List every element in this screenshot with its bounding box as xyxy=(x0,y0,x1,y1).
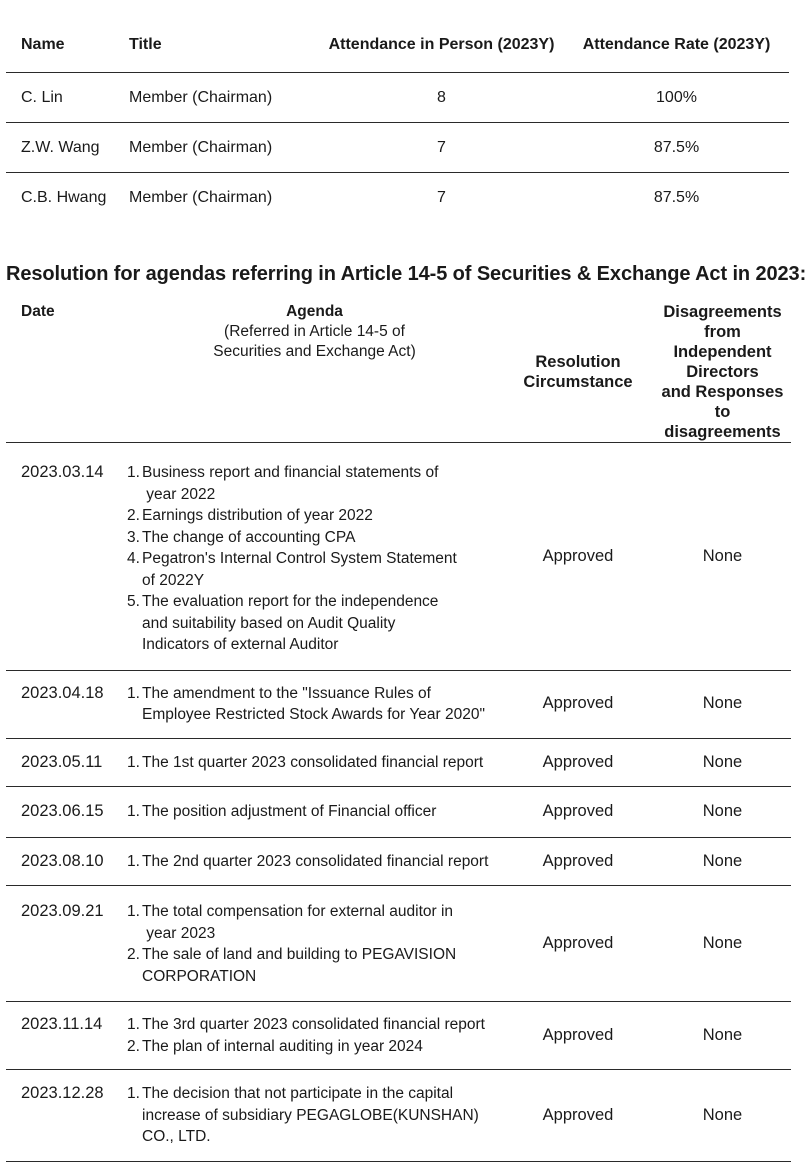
disagreement-response: None xyxy=(702,694,743,713)
agenda-item-line: The 2nd quarter 2023 consolidated financial report xyxy=(142,852,489,870)
agenda-item-line: of 2022Y xyxy=(142,571,205,589)
resolution-status: Approved xyxy=(542,802,614,820)
meeting-date: 2023.06.15 xyxy=(21,802,104,820)
meeting-date: 2023.04.18 xyxy=(21,683,104,702)
agenda-item-number: 2. xyxy=(127,1037,140,1055)
agenda-item-text xyxy=(142,901,502,944)
agenda-item xyxy=(127,505,502,527)
agenda-item-line: The 3rd quarter 2023 consolidated financial report xyxy=(142,1016,485,1033)
agenda-item-number: 5. xyxy=(127,593,140,610)
agenda-list xyxy=(127,1014,502,1057)
agenda-item xyxy=(127,851,502,873)
agenda-list xyxy=(127,752,502,774)
agenda-item-line: CO., LTD. xyxy=(142,1128,211,1145)
disagreement-response: None xyxy=(702,546,743,565)
resolution-row xyxy=(6,1070,791,1162)
agenda-item-number: 1. xyxy=(127,1016,140,1033)
agenda-item-number: 2. xyxy=(127,507,140,524)
header-title: Title xyxy=(129,36,162,53)
header-attendance-rate: Attendance Rate (2023Y) xyxy=(582,36,771,53)
header-disagreements-line-4: disagreements xyxy=(664,423,781,441)
agenda-item-text xyxy=(142,1083,502,1148)
resolution-row xyxy=(6,738,791,787)
attendance-rate: 100% xyxy=(656,88,697,106)
disagreement-response: None xyxy=(702,1025,743,1044)
attendance-row xyxy=(6,173,789,223)
header-agenda xyxy=(127,302,502,443)
agenda-item xyxy=(127,1014,502,1036)
agenda-cell xyxy=(127,1002,502,1070)
resolution-row xyxy=(6,886,791,1002)
member-title: Member (Chairman) xyxy=(129,88,273,106)
header-resolution xyxy=(502,302,654,443)
agenda-item-number: 4. xyxy=(127,550,140,567)
attendance-table xyxy=(6,18,789,222)
agenda-item-number: 2. xyxy=(127,946,140,963)
header-resolution-line-1: Resolution xyxy=(535,353,621,371)
agenda-item-line: Employee Restricted Stock Awards for Year 2020" xyxy=(142,706,485,723)
disagreement-response: None xyxy=(702,933,743,952)
agenda-item-line: The sale of land and building to PEGAVISION xyxy=(142,946,457,963)
attendance-row xyxy=(6,73,789,123)
agenda-item xyxy=(127,591,502,656)
resolutions-table xyxy=(6,302,791,1162)
agenda-list xyxy=(127,683,502,726)
agenda-item xyxy=(127,683,502,726)
meeting-date: 2023.11.14 xyxy=(21,1015,103,1033)
member-name: C. Lin xyxy=(21,88,63,106)
agenda-cell xyxy=(127,443,502,671)
agenda-item-number: 1. xyxy=(127,753,140,771)
agenda-item xyxy=(127,527,502,549)
attendance-rate: 87.5% xyxy=(653,188,700,206)
agenda-item xyxy=(127,1083,502,1148)
agenda-item-number: 1. xyxy=(127,464,140,481)
agenda-cell xyxy=(127,670,502,738)
agenda-item-number: 1. xyxy=(127,803,140,820)
agenda-item xyxy=(127,901,502,944)
resolutions-body xyxy=(6,443,791,1162)
agenda-item-line: The evaluation report for the independence xyxy=(142,593,439,610)
header-date: Date xyxy=(21,303,55,320)
member-name: Z.W. Wang xyxy=(21,138,100,156)
header-agenda-subtitle-2: Securities and Exchange Act) xyxy=(213,343,416,360)
agenda-item xyxy=(127,462,502,505)
resolutions-header-row xyxy=(6,302,791,443)
agenda-item-text xyxy=(142,527,502,549)
header-disagreements-line-2: Independent Directors xyxy=(673,343,772,381)
agenda-item-line: Pegatron's Internal Control System Statement xyxy=(142,550,457,567)
meeting-date: 2023.03.14 xyxy=(21,463,104,481)
disagreement-response: None xyxy=(702,802,743,820)
resolution-row xyxy=(6,1002,791,1070)
agenda-cell xyxy=(127,837,502,886)
agenda-item xyxy=(127,1036,502,1058)
section-title: Resolution for agendas referring in Article 14-5 of Securities & Exchange Act in 2023: xyxy=(6,263,807,285)
agenda-item-line: and suitability based on Audit Quality xyxy=(142,614,396,632)
resolution-status: Approved xyxy=(542,752,614,771)
agenda-item-line: The amendment to the "Issuance Rules of xyxy=(142,684,431,702)
agenda-item-text xyxy=(142,683,502,726)
meeting-date: 2023.12.28 xyxy=(21,1084,104,1102)
agenda-item-line: The 1st quarter 2023 consolidated financial report xyxy=(142,753,484,771)
header-disagreements-line-1: Disagreements from xyxy=(663,303,782,341)
attendance-count: 7 xyxy=(437,188,446,206)
resolution-row xyxy=(6,837,791,886)
resolution-row xyxy=(6,787,791,838)
disagreement-response: None xyxy=(702,1105,743,1124)
agenda-item-line: The change of accounting CPA xyxy=(142,528,356,546)
agenda-item-line: year 2023 xyxy=(142,924,216,942)
agenda-list xyxy=(127,1083,502,1148)
agenda-item-text xyxy=(142,944,502,987)
agenda-item xyxy=(127,801,502,823)
agenda-cell xyxy=(127,787,502,838)
agenda-item-text xyxy=(142,752,502,774)
agenda-item-line: Indicators of external Auditor xyxy=(142,636,339,653)
agenda-item xyxy=(127,752,502,774)
agenda-item-number: 1. xyxy=(127,684,140,702)
resolution-status: Approved xyxy=(542,694,614,713)
agenda-item-text xyxy=(142,505,502,527)
agenda-list xyxy=(127,901,502,987)
agenda-item-text xyxy=(142,462,502,505)
agenda-item-line: Earnings distribution of year 2022 xyxy=(142,507,373,524)
header-resolution-line-2: Circumstance xyxy=(523,373,633,391)
attendance-row xyxy=(6,123,789,173)
agenda-item-line: The decision that not participate in the capital xyxy=(142,1085,454,1102)
agenda-item-number: 1. xyxy=(127,903,140,920)
agenda-item-text xyxy=(142,591,502,656)
header-name: Name xyxy=(21,36,65,53)
agenda-item-number: 1. xyxy=(127,1085,140,1102)
agenda-item-line: The position adjustment of Financial officer xyxy=(142,803,437,820)
header-agenda-title: Agenda xyxy=(286,303,343,320)
agenda-cell xyxy=(127,886,502,1002)
agenda-item-line: increase of subsidiary PEGAGLOBE(KUNSHAN) xyxy=(142,1106,479,1124)
resolution-status: Approved xyxy=(542,546,614,565)
agenda-item xyxy=(127,548,502,591)
agenda-item-number: 1. xyxy=(127,852,140,870)
attendance-rate: 87.5% xyxy=(653,138,700,156)
agenda-item-text xyxy=(142,1036,502,1058)
header-agenda-subtitle-1: (Referred in Article 14-5 of xyxy=(224,323,405,340)
header-disagreements xyxy=(654,302,791,443)
agenda-item-line: Business report and financial statements of xyxy=(142,464,439,481)
header-attendance-in-person: Attendance in Person (2023Y) xyxy=(328,36,555,53)
disagreement-response: None xyxy=(702,752,743,771)
meeting-date: 2023.09.21 xyxy=(21,902,104,920)
disagreement-response: None xyxy=(702,851,743,870)
meeting-date: 2023.05.11 xyxy=(21,752,103,771)
agenda-item-text xyxy=(142,1014,502,1036)
agenda-cell xyxy=(127,1070,502,1162)
resolution-row xyxy=(6,670,791,738)
member-title: Member (Chairman) xyxy=(129,138,273,156)
resolution-status: Approved xyxy=(542,933,614,952)
agenda-list xyxy=(127,462,502,656)
resolution-status: Approved xyxy=(542,1025,614,1044)
agenda-list xyxy=(127,801,502,823)
header-disagreements-line-3: and Responses to xyxy=(661,383,784,421)
agenda-list xyxy=(127,851,502,873)
agenda-item xyxy=(127,944,502,987)
agenda-item-line: The plan of internal auditing in year 2024 xyxy=(142,1037,423,1055)
agenda-item-text xyxy=(142,801,502,823)
attendance-count: 8 xyxy=(437,88,446,106)
meeting-date: 2023.08.10 xyxy=(21,851,104,870)
resolution-status: Approved xyxy=(542,851,614,870)
member-title: Member (Chairman) xyxy=(129,188,273,206)
attendance-header-row xyxy=(6,18,789,73)
resolution-status: Approved xyxy=(542,1105,614,1124)
attendance-count: 7 xyxy=(437,138,446,156)
agenda-cell xyxy=(127,738,502,787)
resolution-row xyxy=(6,443,791,671)
agenda-item-text xyxy=(142,851,502,873)
agenda-item-line: The total compensation for external auditor in xyxy=(142,903,454,920)
agenda-item-number: 3. xyxy=(127,528,140,546)
agenda-item-text xyxy=(142,548,502,591)
agenda-item-line: CORPORATION xyxy=(142,967,257,985)
member-name: C.B. Hwang xyxy=(21,188,107,206)
agenda-item-line: year 2022 xyxy=(142,485,216,503)
